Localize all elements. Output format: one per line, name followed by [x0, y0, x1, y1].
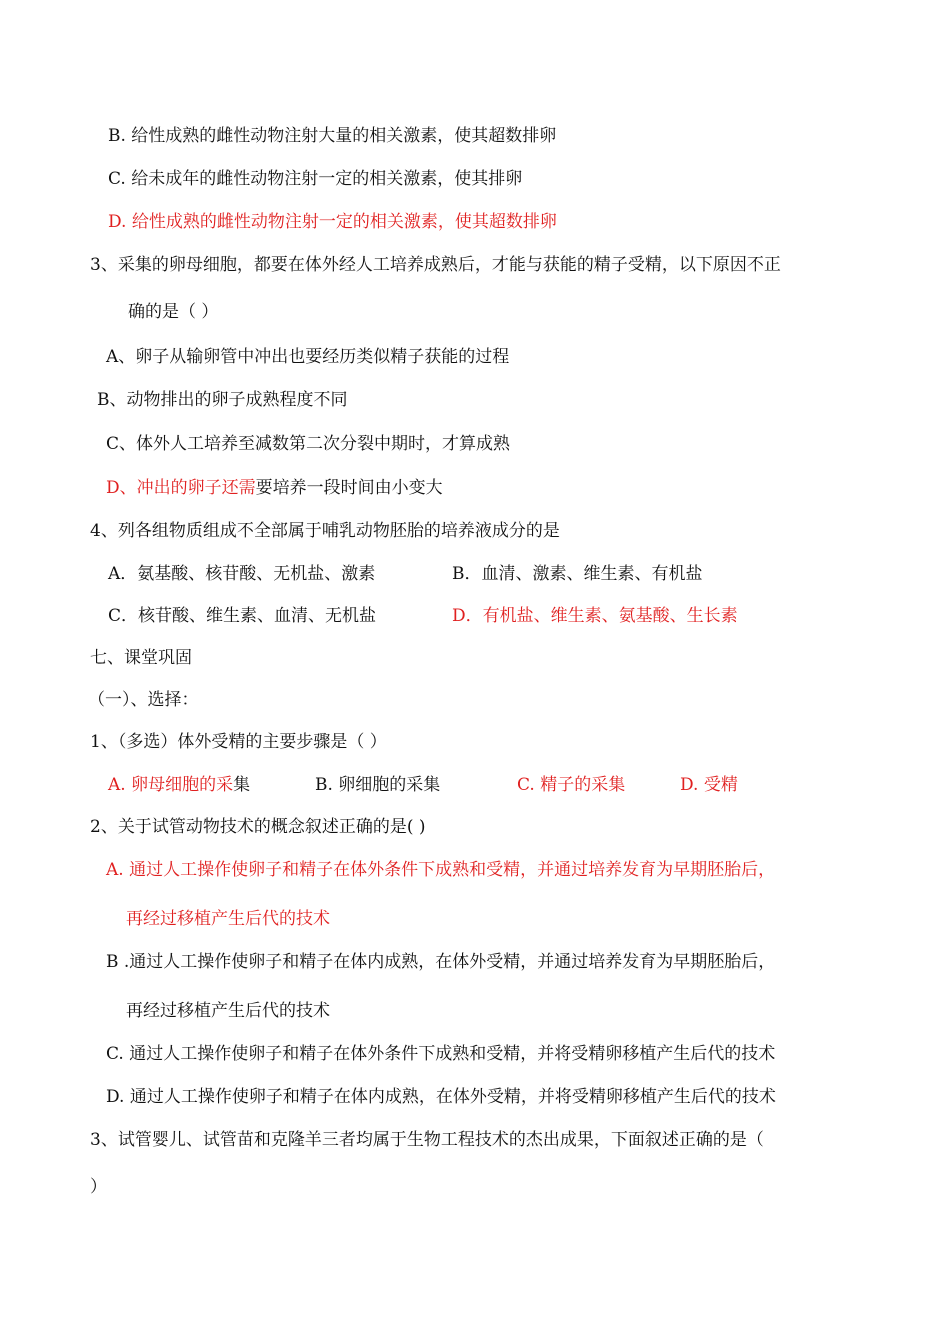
- q2-option-d-answer: D. 给性成熟的雌性动物注射一定的相关激素，使其超数排卵: [108, 212, 557, 232]
- p1-option-b: B. 卵细胞的采集: [315, 775, 441, 795]
- p2-option-a-line2: 再经过移植产生后代的技术: [126, 909, 330, 929]
- q4-option-d-answer: D．有机盐、维生素、氨基酸、生长素: [452, 606, 738, 626]
- q3-option-d-black-part: 要培养一段时间由小变大: [255, 478, 443, 498]
- p3-stem-line2: ）: [90, 1177, 107, 1197]
- q4-option-a: A．氨基酸、核苷酸、无机盐、激素: [108, 564, 376, 584]
- p3-stem-line1: 3、试管婴儿、试管苗和克隆羊三者均属于生物工程技术的杰出成果，下面叙述正确的是（: [90, 1130, 764, 1150]
- q3-option-a: A、卵子从输卵管中冲出也要经历类似精子获能的过程: [106, 347, 510, 367]
- q3-option-d: [106, 476, 443, 500]
- p1-option-a-black-part: 集: [233, 775, 251, 795]
- q4-option-c: C．核苷酸、维生素、血清、无机盐: [108, 606, 377, 626]
- q4-stem: 4、列各组物质组成不全部属于哺乳动物胚胎的培养液成分的是: [90, 521, 560, 541]
- p2-option-c: C. 通过人工操作使卵子和精子在体外条件下成熟和受精，并将受精卵移植产生后代的技术: [106, 1044, 776, 1064]
- q3-stem-line1: 3、采集的卵母细胞，都要在体外经人工培养成熟后，才能与获能的精子受精，以下原因不正: [90, 255, 781, 275]
- q3-option-c: C、体外人工培养至减数第二次分裂中期时，才算成熟: [106, 434, 511, 454]
- q3-stem-line2: 确的是（ ）: [128, 302, 219, 322]
- q2-option-b: B. 给性成熟的雌性动物注射大量的相关激素，使其超数排卵: [108, 126, 557, 146]
- q4-option-b: B．血清、激素、维生素、有机盐: [452, 564, 703, 584]
- q2-option-c: C. 给未成年的雌性动物注射一定的相关激素，使其排卵: [108, 169, 523, 189]
- p1-option-d-answer: D. 受精: [680, 775, 738, 795]
- p1-option-c-answer: C. 精子的采集: [517, 775, 626, 795]
- section-title: 七、课堂巩固: [90, 648, 192, 668]
- p2-option-b-line2: 再经过移植产生后代的技术: [126, 1001, 330, 1021]
- p2-stem: 2、关于试管动物技术的概念叙述正确的是( ): [90, 817, 426, 837]
- p1-option-a: [108, 773, 250, 797]
- q3-option-b: B、动物排出的卵子成熟程度不同: [97, 390, 348, 410]
- p1-stem: 1、（多选）体外受精的主要步骤是（ ）: [90, 732, 387, 752]
- q3-option-d-red-part: D、冲出的卵子还需: [106, 478, 256, 498]
- p2-option-d: D. 通过人工操作使卵子和精子在体内成熟，在体外受精，并将受精卵移植产生后代的技术: [106, 1087, 776, 1107]
- p2-option-b-line1: B .通过人工操作使卵子和精子在体内成熟，在体外受精，并通过培养发育为早期胚胎后，: [106, 952, 776, 972]
- p1-option-a-red-part: A. 卵母细胞的采: [108, 775, 234, 795]
- section-subtitle: （一）、选择：: [88, 690, 199, 710]
- p2-option-a-line1: A. 通过人工操作使卵子和精子在体外条件下成熟和受精，并通过培养发育为早期胚胎后，: [106, 860, 776, 880]
